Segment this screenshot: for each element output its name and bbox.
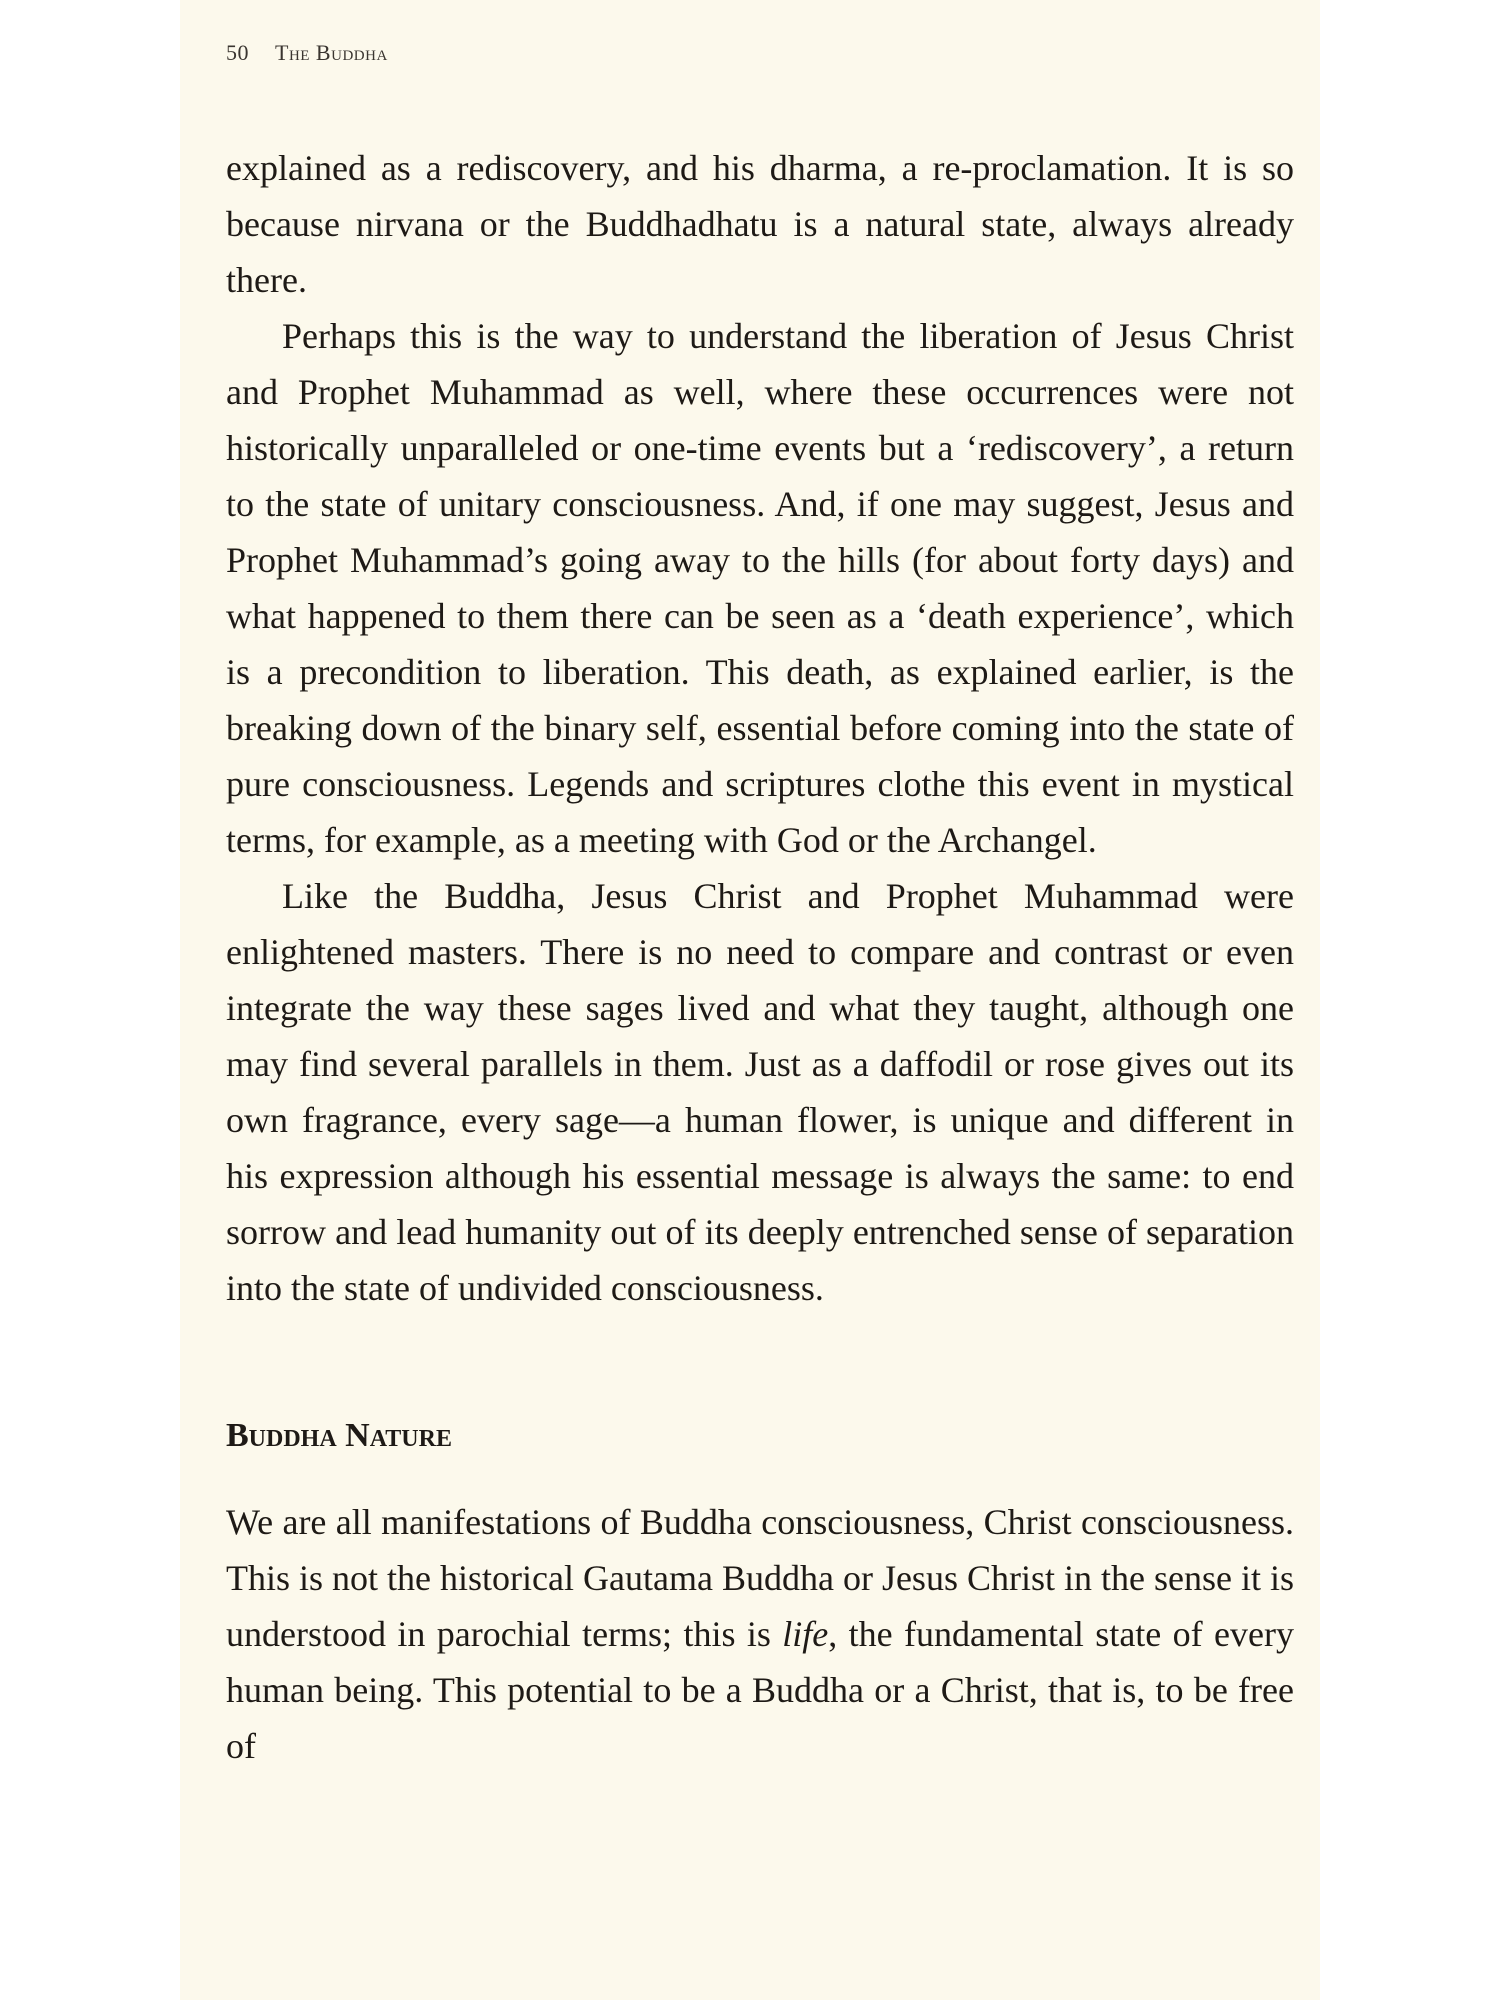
- paragraph-2: Perhaps this is the way to understand the liberation of Jesus Christ and Prophet Muhammad as well, where these occurrences were not historically unparalleled or one-time events but a ‘rediscovery’, a return to the state of unitary consciousness. And, if one may suggest, Jesus and Prophet Muhammad’s going away to the hills (for about forty days) and what happened to them there can be seen as a ‘death experience’, which is a precondition to liberation. This death, as explained earlier, is the breaking down of the binary self, essential before coming into the state of pure consciousness. Legends and scriptures clothe this event in mystical terms, for example, as a meeting with God or the Archangel.: [226, 316, 1294, 860]
- paragraph-4-emphasis: life: [782, 1614, 829, 1654]
- book-title: The Buddha: [275, 40, 388, 65]
- section-heading: Buddha Nature: [226, 1417, 452, 1454]
- paragraph-4: [226, 1494, 1294, 1774]
- paragraph-4-text-a: We are all manifestations of Buddha consciousness, Christ consciousness. This is not the historical Gautama Buddha or Jesus Christ in the sense it is understood in parochial terms; this is: [226, 1502, 1294, 1654]
- paragraph-3: Like the Buddha, Jesus Christ and Prophet Muhammad were enlightened masters. There is no need to compare and contrast or even integrate the way these sages lived and what they taught, although one may find several parallels in them. Just as a daffodil or rose gives out its own fragrance, every sage—a human flower, is unique and different in his expression although his essential message is always the same: to end sorrow and lead humanity out of its deeply entrenched sense of separation into the state of undivided consciousness.: [226, 876, 1294, 1308]
- page-number: 50: [226, 40, 249, 65]
- book-page: [180, 0, 1320, 2000]
- running-head: [226, 40, 388, 66]
- paragraph-4-text-b: , the fundamental state of every human being. This potential to be a Buddha or a Christ, that is, to be free of: [226, 1614, 1294, 1766]
- body-text: [226, 140, 1294, 1774]
- paragraph-1: explained as a rediscovery, and his dharma, a re-proclamation. It is so because nirvana or the Buddhadhatu is a natural state, always already there.: [226, 148, 1294, 300]
